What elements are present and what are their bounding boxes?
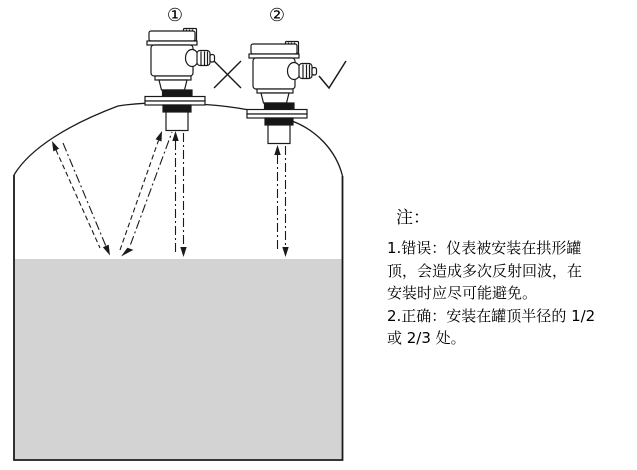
note-line: 1.错误：仪表被安装在拱形罐 xyxy=(387,239,582,257)
wrong-mark-icon xyxy=(214,61,241,88)
sensor-1-label: ① xyxy=(166,5,184,26)
note-line: 顶，会造成多次反射回波，在 xyxy=(387,261,583,280)
beam-roof-reflection-up xyxy=(52,141,100,248)
sensor-2-label: ② xyxy=(268,5,286,26)
liquid-fill xyxy=(15,259,342,459)
beam-vertical-down-2 xyxy=(282,146,288,257)
note-line: 安装时应尽可能避免。 xyxy=(387,284,538,302)
beam-roof-reflection-down xyxy=(63,143,110,256)
beam-slant-down xyxy=(121,132,172,257)
radar-beams-sensor-2 xyxy=(274,145,288,257)
note-line: 2.正确：安装在罐顶半径的 1/2 xyxy=(387,306,596,325)
level-sensor-1 xyxy=(145,29,215,131)
beam-vertical-down-1 xyxy=(180,133,186,257)
installation-notes xyxy=(387,206,635,350)
radar-beams-sensor-1 xyxy=(52,131,187,257)
correct-mark-icon xyxy=(319,61,346,88)
beam-slant-echo-up xyxy=(120,131,162,250)
beam-vertical-echo-up-1 xyxy=(172,131,178,252)
beam-vertical-echo-up-2 xyxy=(274,145,280,251)
notes-heading: 注： xyxy=(396,208,430,228)
note-line: 或 2/3 处。 xyxy=(387,329,466,347)
